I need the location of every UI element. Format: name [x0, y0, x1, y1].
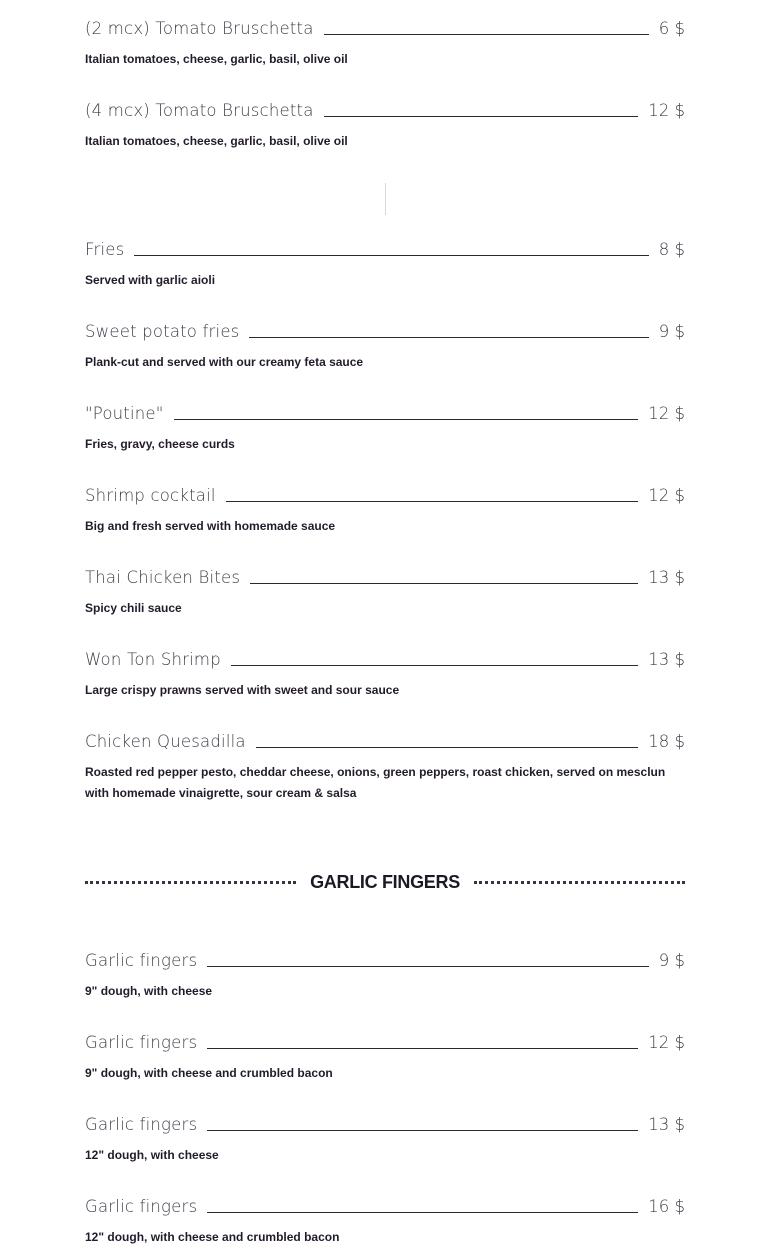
menu-item — [85, 484, 685, 537]
menu-item-row — [85, 648, 685, 672]
menu-item-row — [85, 484, 685, 508]
leader-line — [134, 254, 648, 256]
menu-item-row — [85, 320, 685, 344]
menu-item-price: 13 $ — [648, 568, 685, 587]
dotted-rule-left — [85, 881, 296, 884]
menu-item-name: Garlic fingers — [85, 1033, 198, 1052]
leader-line — [207, 1129, 638, 1131]
leader-line — [207, 1047, 638, 1049]
menu-item-description: Roasted red pepper pesto, cheddar cheese, onions, green peppers, roast chicken, served on mesclun with homemade vinaigrette, sour cream & salsa — [85, 765, 666, 800]
menu-item-name: Won Ton Shrimp — [85, 650, 221, 669]
menu-item-description: Plank-cut and served with our creamy feta sauce — [85, 355, 364, 369]
menu-item — [85, 238, 685, 291]
menu-item-price: 8 $ — [658, 240, 685, 259]
leader-line — [249, 336, 648, 338]
menu-item-price: 9 $ — [658, 951, 685, 970]
menu-item-name: Fries — [85, 240, 125, 259]
menu-item-row — [85, 99, 685, 123]
leader-line — [207, 1211, 638, 1213]
leader-line — [174, 418, 639, 420]
menu-item — [85, 402, 685, 455]
menu-item — [85, 949, 685, 1002]
menu-item-row — [85, 566, 685, 590]
menu-item-name: Thai Chicken Bites — [85, 568, 241, 587]
menu-item-row — [85, 1031, 685, 1055]
menu-item-name: Chicken Quesadilla — [85, 732, 246, 751]
menu-item-row — [85, 949, 685, 973]
menu-item-price: 9 $ — [658, 322, 685, 341]
menu-item-description: Big and fresh served with homemade sauce — [85, 519, 336, 533]
menu-item-description: Spicy chili sauce — [85, 601, 182, 615]
vertical-divider — [385, 183, 386, 215]
menu-item-row — [85, 402, 685, 426]
menu-item-name: (2 mcx) Tomato Bruschetta — [85, 19, 314, 38]
section-title: GARLIC FINGERS — [310, 871, 460, 892]
menu-item-description: Italian tomatoes, cheese, garlic, basil, olive oil — [85, 52, 348, 66]
section-header — [85, 868, 685, 896]
menu-item-description: 12" dough, with cheese — [85, 1148, 219, 1162]
menu-item — [85, 648, 685, 701]
menu-item-description: 9" dough, with cheese — [85, 984, 213, 998]
menu-item-price: 12 $ — [648, 404, 685, 423]
menu-item-description: Served with garlic aioli — [85, 273, 216, 287]
menu-item — [85, 1113, 685, 1166]
leader-line — [256, 746, 639, 748]
leader-line — [250, 582, 638, 584]
menu-item-price: 6 $ — [658, 19, 685, 38]
menu-item-row — [85, 17, 685, 41]
menu-item-description: Italian tomatoes, cheese, garlic, basil, olive oil — [85, 134, 348, 148]
menu-item-price: 12 $ — [648, 101, 685, 120]
leader-line — [324, 33, 649, 35]
menu-item — [85, 730, 685, 804]
menu-item-name: (4 mcx) Tomato Bruschetta — [85, 101, 314, 120]
menu-item-price: 16 $ — [648, 1197, 685, 1216]
menu-item-price: 12 $ — [648, 1033, 685, 1052]
menu-item-row — [85, 1195, 685, 1219]
menu-item-description: Large crispy prawns served with sweet and sour sauce — [85, 683, 400, 697]
menu-item-price: 12 $ — [648, 486, 685, 505]
menu-item — [85, 1195, 685, 1248]
menu-item — [85, 566, 685, 619]
menu-item-price: 13 $ — [648, 1115, 685, 1134]
menu-item — [85, 17, 685, 70]
menu-item-row — [85, 730, 685, 754]
menu-item-description: 12" dough, with cheese and crumbled bacon — [85, 1230, 340, 1244]
menu-item-description: 9" dough, with cheese and crumbled bacon — [85, 1066, 333, 1080]
menu-item-row — [85, 238, 685, 262]
menu-item-name: Sweet potato fries — [85, 322, 240, 341]
menu-item-name: "Poutine" — [85, 404, 164, 423]
leader-line — [324, 115, 639, 117]
menu-item — [85, 1031, 685, 1084]
menu-item-name: Shrimp cocktail — [85, 486, 216, 505]
menu-item-price: 18 $ — [648, 732, 685, 751]
leader-line — [207, 965, 649, 967]
menu-item-name: Garlic fingers — [85, 1197, 198, 1216]
menu-item-name: Garlic fingers — [85, 951, 198, 970]
leader-line — [231, 664, 638, 666]
leader-line — [226, 500, 639, 502]
menu-item-name: Garlic fingers — [85, 1115, 198, 1134]
menu-item-row — [85, 1113, 685, 1137]
menu-item — [85, 320, 685, 373]
menu-item-price: 13 $ — [648, 650, 685, 669]
dotted-rule-right — [474, 881, 685, 884]
menu-item — [85, 99, 685, 152]
menu-item-description: Fries, gravy, cheese curds — [85, 437, 235, 451]
